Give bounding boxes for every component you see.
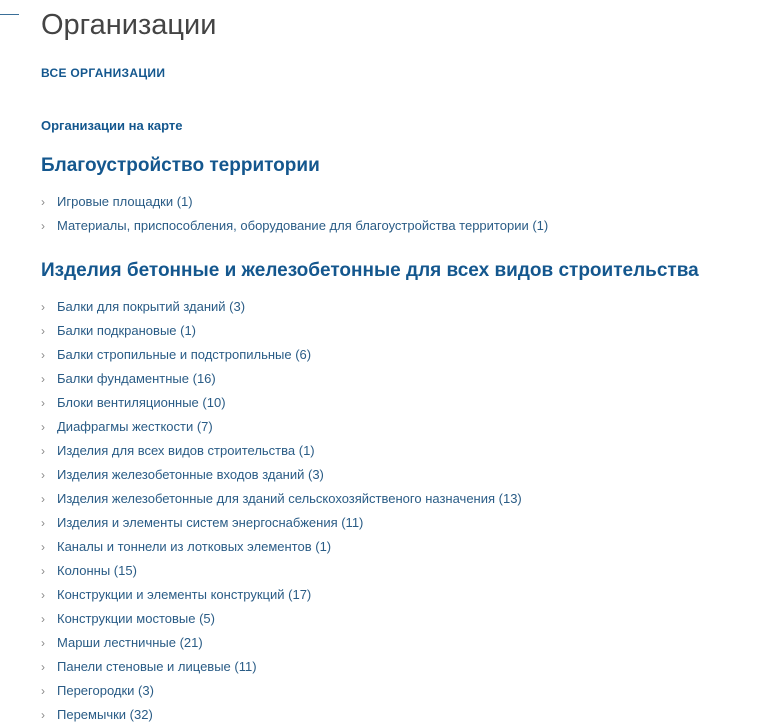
chevron-right-icon: › [41,708,45,722]
list-item [41,415,522,439]
chevron-right-icon: › [41,420,45,434]
list-item [41,367,522,391]
list-item [41,487,522,511]
section-title-concrete-products: Изделия бетонные и железобетонные для всех видов строительства [41,260,699,281]
category-link[interactable]: Балки для покрытий зданий (3) [57,299,246,314]
chevron-right-icon: › [41,372,45,386]
list-item [41,679,522,703]
chevron-right-icon: › [41,564,45,578]
category-link[interactable]: Балки стропильные и подстропильные (6) [57,347,312,362]
chevron-right-icon: › [41,684,45,698]
category-link[interactable]: Балки фундаментные (16) [57,371,216,386]
list-item [41,190,548,214]
page-title: Организации [41,9,217,41]
chevron-right-icon: › [41,636,45,650]
category-link[interactable]: Конструкции и элементы конструкций (17) [57,587,312,602]
category-link[interactable]: Панели стеновые и лицевые (11) [57,659,257,674]
chevron-right-icon: › [41,195,45,209]
chevron-right-icon: › [41,468,45,482]
list-item [41,214,548,238]
category-link[interactable]: Изделия для всех видов строительства (1) [57,443,315,458]
corner-divider [0,14,19,15]
chevron-right-icon: › [41,396,45,410]
category-link[interactable]: Материалы, приспособления, оборудование для благоустройства территории (1) [57,218,549,233]
category-link[interactable]: Марши лестничные (21) [57,635,203,650]
list-item [41,439,522,463]
list-item [41,391,522,415]
list-item [41,559,522,583]
category-link[interactable]: Блоки вентиляционные (10) [57,395,226,410]
section-title-landscaping: Благоустройство территории [41,155,320,176]
list-item [41,535,522,559]
category-link[interactable]: Каналы и тоннели из лотковых элементов (1) [57,539,332,554]
chevron-right-icon: › [41,324,45,338]
list-item [41,319,522,343]
chevron-right-icon: › [41,300,45,314]
category-list-landscaping [41,190,548,238]
category-link[interactable]: Конструкции мостовые (5) [57,611,215,626]
chevron-right-icon: › [41,444,45,458]
list-item [41,655,522,679]
list-item [41,463,522,487]
chevron-right-icon: › [41,588,45,602]
category-link[interactable]: Изделия железобетонные для зданий сельскохозяйственого назначения (13) [57,491,522,506]
category-link[interactable]: Изделия и элементы систем энергоснабжения (11) [57,515,364,530]
list-item [41,343,522,367]
category-list-concrete-products [41,295,522,723]
chevron-right-icon: › [41,660,45,674]
chevron-right-icon: › [41,612,45,626]
category-link[interactable]: Колонны (15) [57,563,137,578]
chevron-right-icon: › [41,516,45,530]
category-link[interactable]: Изделия железобетонные входов зданий (3) [57,467,324,482]
list-item [41,703,522,723]
chevron-right-icon: › [41,540,45,554]
chevron-right-icon: › [41,219,45,233]
list-item [41,583,522,607]
category-link[interactable]: Балки подкрановые (1) [57,323,197,338]
category-link[interactable]: Перегородки (3) [57,683,154,698]
all-organizations-link[interactable]: ВСЕ ОРГАНИЗАЦИИ [41,66,166,80]
list-item [41,295,522,319]
organizations-map-link[interactable]: Организации на карте [41,118,183,133]
chevron-right-icon: › [41,492,45,506]
category-link[interactable]: Перемычки (32) [57,707,153,722]
category-link[interactable]: Диафрагмы жесткости (7) [57,419,213,434]
list-item [41,511,522,535]
category-link[interactable]: Игровые площадки (1) [57,194,193,209]
chevron-right-icon: › [41,348,45,362]
list-item [41,631,522,655]
list-item [41,607,522,631]
